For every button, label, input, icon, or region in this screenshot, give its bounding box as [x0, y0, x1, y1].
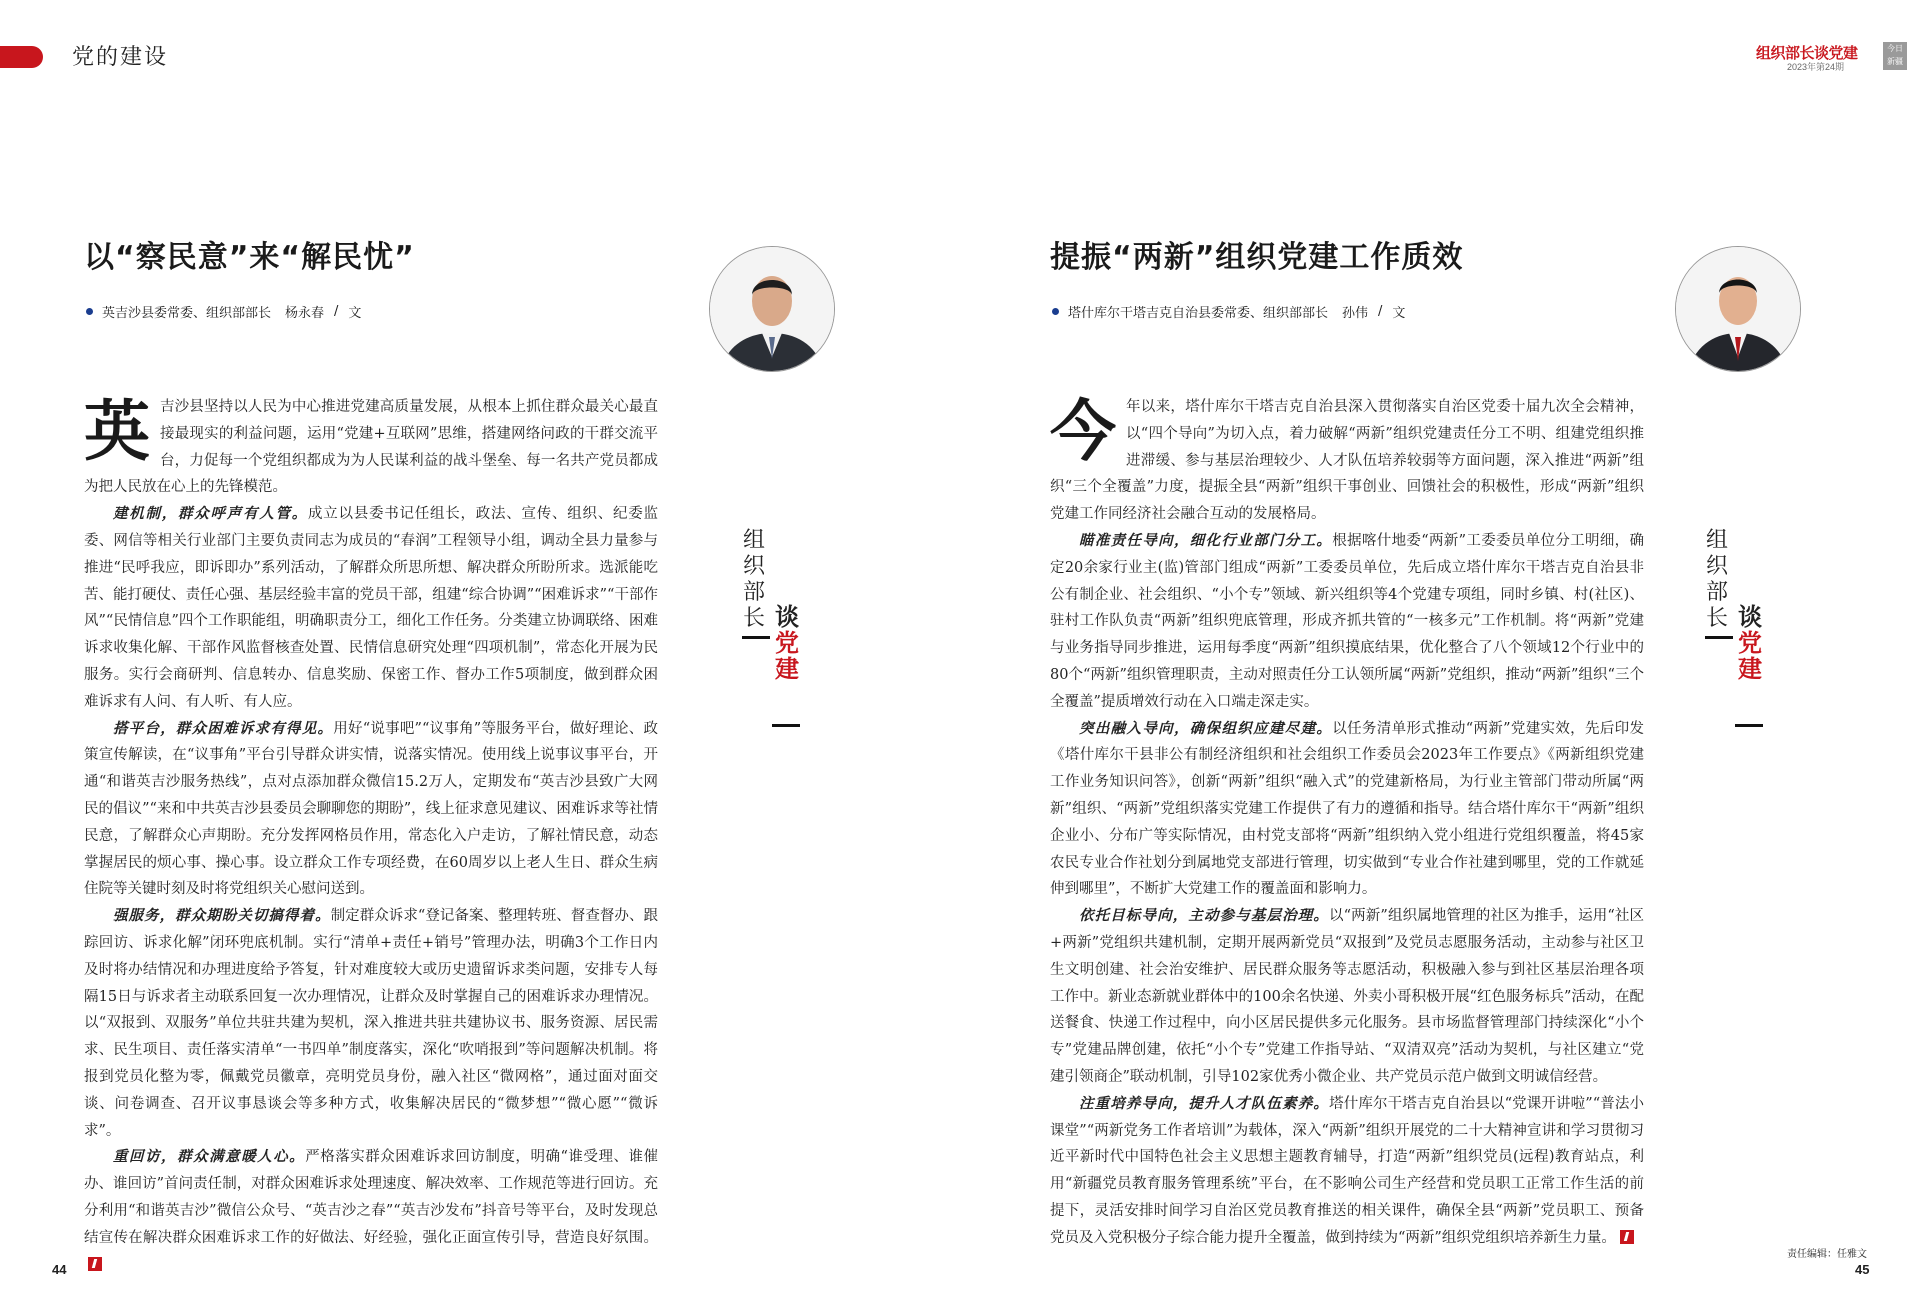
emblem-vertical-text: 组织部长 — [742, 528, 765, 631]
paragraph-text: 制定群众诉求“登记备案、整理转班、督查督办、跟踪回访、诉求化解”闭环兜底机制。实行“清单+责任+销号”管理办法，明确3个工作日内及时将办结情况和办理进度给予答复，针对难度较大或历史遗留诉求类问题，安排专人每隔15日与诉求者主动联系回复一次办理情况，让群众及时掌握自己的困难诉求办理情况。以“双报到、双服务”单位共驻共建为契机，深入推进共驻共建协议书、服务资源、居民需求、民生项目、责任落实清单“一书四单”制度落实，深化“吹哨报到”等问题解决机制。将报到党员化整为零，佩戴党员徽章，亮明党员身份，融入社区“微网格”，通过面对面交谈、问卷调查、召开议事恳谈会等多种方式，收集解决居民的“微梦想”“微心愿”“微诉求”。 — [84, 908, 659, 1139]
left-drop-cap: 英 — [84, 393, 150, 470]
emblem-bar — [772, 724, 800, 727]
paragraph-lead: 建机制，群众呼声有人管。 — [113, 505, 308, 523]
end-mark-icon — [1620, 1230, 1634, 1244]
paragraph — [1050, 528, 1644, 716]
emblem-vertical-text-2: 谈党建 — [775, 602, 799, 683]
right-byline-org: 塔什库尔干塔吉克自治县委常委、组织部部长 — [1068, 306, 1329, 321]
paragraph — [1050, 903, 1644, 1091]
bullet-icon — [1052, 308, 1059, 315]
left-byline-org: 英吉沙县委常委、组织部部长 — [102, 306, 272, 321]
left-author-portrait — [709, 246, 835, 372]
paragraph-text: 塔什库尔干塔吉克自治县以“党课开讲啦”“普法小课堂”“两新党务工作者培训”为载体，深入“两新”组织开展党的二十大精神宣讲和学习贯彻习近平新时代中国特色社会主义思想主题教育辅导，打造“两新”组织党员(远程)教育站点，利用“新疆党员教育服务管理系统”平台，在不影响公司生产经营和党员职工正常工作生活的前提下，灵活安排时间学习自治区党员教育推送的相关课件，确保全县“两新”党员职工、预备党员及入党积极分子综合能力提升全覆盖，做到持续为“两新”组织党组织培养新生力量。 — [1050, 1095, 1644, 1246]
paragraph — [84, 903, 658, 1144]
right-byline-suffix: 文 — [1392, 306, 1406, 321]
magazine-issue: 2023年第24期 — [1787, 62, 1845, 72]
right-article-body — [1050, 394, 1644, 1252]
left-article-body — [84, 394, 658, 1278]
paragraph-text: 严格落实群众困难诉求回访制度，明确“谁受理、谁催办、谁回访”首问责任制，对群众困难诉求处理速度、解决效率、工作规范等进行回访。充分利用“和谐英吉沙”微信公众号、“英吉沙之春”“英吉沙发布”抖音号等平台，及时发现总结宣传在解决群众困难诉求工作的好做法、好经验，强化正面宣传引导，营造良好氛围。 — [84, 1149, 658, 1246]
end-mark-icon — [88, 1257, 102, 1271]
paragraph — [84, 716, 658, 904]
magazine-badge: 今日 新疆 — [1883, 42, 1907, 70]
bullet-icon — [86, 308, 93, 315]
paragraph — [1050, 716, 1644, 904]
left-intro: 吉沙县坚持以人民为中心推进党建高质量发展，从根本上抓住群众最关心最直接最现实的利益问题，运用“党建+互联网”思维，搭建网络问政的干群交流平台，力促每一个党组织都成为为人民谋利益的战斗堡垒、每一名共产党员都成为把人民放在心上的先锋模范。 — [84, 399, 658, 496]
left-byline: 英吉沙县委常委、组织部部长 杨永春 / 文 — [86, 302, 361, 321]
right-intro: 年以来，塔什库尔干塔吉克自治县深入贯彻落实自治区党委十届九次全会精神，以“四个导向”为切入点，着力破解“两新”组织党建责任分工不明、组建党组织推进滞缓、参与基层治理较少、人才队伍培养较弱等方面问题，深入推进“两新”组织“三个全覆盖”力度，提振全县“两新”组织干事创业、回馈社会的积极性，形成“两新”组织党建工作同经济社会融合互动的发展格局。 — [1050, 399, 1644, 523]
paragraph-text: 根据喀什地委“两新”工委委员单位分工明细，确定20余家行业主(监)管部门组成“两新”工委委员单位，先后成立塔什库尔干塔吉克自治县非公有制企业、社会组织、“小个专”领域、新兴组织等4个党建专项组，同时乡镇、村(社区)、驻村工作队负责“两新”组织兜底管理，形成齐抓共管的“一核多元”工作机制。将“两新”党建与业务指导同步推进，运用每季度“两新”组织摸底结果，优化整合了八个领域12个行业中的80个“两新”组织管理职责，主动对照责任分工认领所属“两新”党组织，推动“两新”组织“三个全覆盖”提质增效行动在入口端走深走实。 — [1050, 532, 1644, 710]
left-article-title: 以“察民意”来“解民忧” — [84, 240, 415, 275]
right-page-number: 45 — [1855, 1262, 1870, 1277]
paragraph-lead: 强服务，群众期盼关切搞得着。 — [113, 907, 331, 925]
paragraph-lead: 搭平台，群众困难诉求有得见。 — [113, 719, 334, 737]
right-byline-name: 孙伟 — [1342, 306, 1369, 321]
paragraph — [84, 1144, 658, 1278]
right-drop-cap: 今 — [1050, 393, 1116, 470]
paragraph-text: 以任务清单形式推动“两新”党建实效，先后印发《塔什库尔干县非公有制经济组织和社会组织工作委员会2023年工作要点》《两新组织党建工作业务知识问答》，创新“两新”组织“融入式”的党建新格局，为行业主管部门带动所属“两新”组织、“两新”党组织落实党建工作提供了有力的遵循和指导。结合塔什库尔干“两新”组织企业小、分布广等实际情况，由村党支部将“两新”组织纳入党小组进行党组织覆盖，将45家农民专业合作社划分到属地党支部进行管理，切实做到“专业合作社建到哪里，党的工作就延伸到哪里”，不断扩大党建工作的覆盖面和影响力。 — [1050, 720, 1644, 898]
paragraph-lead: 突出融入导向，确保组织应建尽建。 — [1079, 719, 1333, 737]
emblem-bar — [1735, 724, 1763, 727]
paragraph-lead: 注重培养导向，提升人才队伍素养。 — [1079, 1094, 1330, 1112]
section-marker — [0, 46, 43, 68]
left-page-number: 44 — [52, 1262, 67, 1277]
paragraph-text: 成立以县委书记任组长，政法、宣传、组织、纪委监委、网信等相关行业部门主要负责同志为成员的“春润”工程领导小组，调动全县力量参与推进“民呼我应，即诉即办”系列活动，了解群众所思所想、解决群众所盼所求。选派能吃苦、能打硬仗、责任心强、基层经验丰富的党员干部，组建“综合协调”“困难诉求”“干部作风”“民情信息”四个工作职能组，明确职责分工，细化工作任务。分类建立协调联络、困难诉求收集化解、干部作风监督核查处置、民情信息研究处理“四项机制”，常态化开展为民服务。实行会商研判、信息转办、信息奖励、保密工作、督办工作5项制度，做到群众困难诉求有人问、有人听、有人应。 — [84, 506, 658, 710]
right-author-portrait — [1675, 246, 1801, 372]
paragraph-text: 以“两新”组织属地管理的社区为推手，运用“社区+两新”党组织共建机制，定期开展两新党员“双报到”及党员志愿服务活动，主动参与社区卫生文明创建、社会治安维护、居民群众服务等志愿活动，积极融入参与到社区基层治理各项工作中。新业态新就业群体中的100余名快递、外卖小哥积极开展“红色服务标兵”活动，在配送餐食、快递工作过程中，向小区居民提供多元化服务。县市场监督管理部门持续深化“小个专”党建品牌创建，依托“小个专”党建工作指导站、“双清双亮”活动为契机，与社区建立“党建引领商企”联动机制，引导102家优秀小微企业、共产党员示范户做到文明诚信经营。 — [1050, 908, 1644, 1085]
emblem-vertical-text-2: 谈党建 — [1738, 602, 1762, 683]
column-emblem — [742, 528, 812, 748]
paragraph-text: 用好“说事吧”“议事角”等服务平台，做好理论、政策宣传解读，在“议事角”平台引导群众讲实情，说落实情况。使用线上说事议事平台，开通“和谐英吉沙服务热线”，点对点添加群众微信15.2万人，定期发布“英吉沙县致广大网民的倡议”“来和中共英吉沙县委员会聊聊您的期盼”，线上征求意见建议、困难诉求等社情民意，了解群众心声期盼。充分发挥网格员作用，常态化入户走访，了解社情民意，动态掌握居民的烦心事、操心事。设立群众工作专项经费，在60周岁以上老人生日、群众生病住院等关键时刻及时将党组织关心慰问送到。 — [84, 720, 658, 898]
paragraph — [1050, 1091, 1644, 1252]
right-byline: 塔什库尔干塔吉克自治县委常委、组织部部长 孙伟 / 文 — [1052, 302, 1405, 321]
emblem-bar — [1705, 636, 1733, 639]
paragraph-lead: 依托目标导向，主动参与基层治理。 — [1079, 907, 1329, 925]
column-emblem — [1705, 528, 1775, 748]
left-byline-name: 杨永春 — [285, 306, 325, 321]
left-byline-suffix: 文 — [348, 306, 362, 321]
editor-credit: 责任编辑：任雅文 — [1787, 1249, 1867, 1260]
paragraph-lead: 重回访，群众满意暖人心。 — [113, 1148, 306, 1166]
paragraph-lead: 瞄准责任导向，细化行业部门分工。 — [1079, 531, 1333, 549]
emblem-bar — [742, 636, 770, 639]
emblem-vertical-text: 组织部长 — [1705, 528, 1728, 631]
section-title: 党的建设 — [72, 45, 169, 70]
right-article-title: 提振“两新”组织党建工作质效 — [1050, 240, 1464, 275]
paragraph — [84, 501, 658, 715]
magazine-title: 组织部长谈党建 — [1756, 44, 1858, 62]
